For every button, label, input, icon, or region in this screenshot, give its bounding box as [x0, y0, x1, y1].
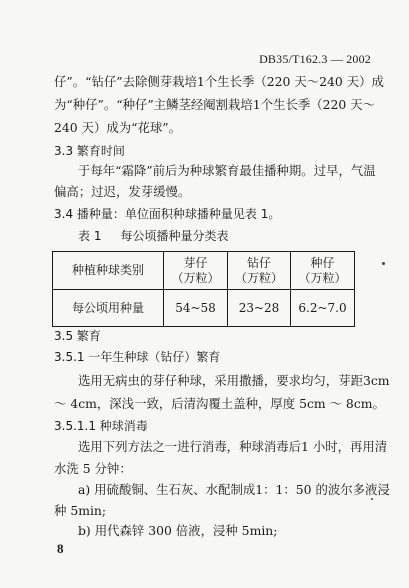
list-item-a-cont: 种 5min;: [54, 503, 107, 518]
paragraph-line-9: 水洗 5 分钟：: [54, 461, 132, 476]
paragraph-line-4: 于每年“霜降”前后为种球繁育最佳播种期。过早，气温: [78, 163, 376, 178]
table-header-cell: 种植种球类别: [53, 252, 164, 290]
table-cell: 6.2~7.0: [291, 290, 355, 327]
table-row: [53, 290, 355, 327]
table-cell: 54~58: [164, 290, 228, 327]
section-3-5-1-1-heading: 3.5.1.1 种球消毒: [54, 419, 148, 433]
scan-speck: [371, 498, 373, 500]
paragraph-line-3: 240 天）成为“花球”。: [54, 120, 181, 135]
paragraph-line-2: 为“种仔”。“种仔”主鳞茎经阉割栽培1个生长季（220 天～: [54, 97, 376, 112]
table-header-row: [53, 252, 355, 290]
paragraph-line-5: 偏高；过迟，发芽缓慢。: [54, 184, 191, 199]
scan-speck: [382, 262, 385, 265]
seeding-rate-table: [52, 251, 355, 327]
table-header-cell: 芽仔 （万粒）: [164, 252, 228, 290]
table-cell: 23~28: [228, 290, 291, 327]
section-3-3-heading: 3.3 繁育时间: [54, 144, 125, 158]
table-caption: 表 1 每公顷播种量分类表: [78, 229, 229, 243]
table-header-cell: 钻仔 （万粒）: [228, 252, 291, 290]
section-3-5-heading: 3.5 繁育: [54, 329, 101, 343]
list-item-a: a) 用硫酸铜、生石灰、水配制成1：1：50 的波尔多液浸: [78, 482, 390, 497]
paragraph-line-6: 选用无病虫的芽仔种球，采用撒播，要求均匀，芽距3cm: [78, 373, 390, 388]
paragraph-line-7: ～ 4cm，深浅一致，后清沟覆土盖种，厚度 5cm ～ 8cm。: [54, 396, 385, 411]
section-3-4-heading: 3.4 播种量：单位面积种球播种量见表 1。: [54, 207, 281, 221]
table-cell: 每公顷用种量: [53, 290, 164, 327]
table-header-cell: 种仔 （万粒）: [291, 252, 355, 290]
section-3-5-1-heading: 3.5.1 一年生种球（钻仔）繁育: [54, 350, 221, 364]
page-number: 8: [57, 541, 64, 556]
paragraph-line-8: 选用下列方法之一进行消毒，种球消毒后1 小时，再用清: [78, 439, 388, 454]
list-item-b: b) 用代森锌 300 倍液，浸种 5min;: [78, 523, 278, 538]
standard-code: DB35/T162.3 — 2002: [259, 52, 371, 66]
paragraph-line-1: 仔”。“钻仔”去除侧芽栽培1个生长季（220 天～240 天）成: [54, 74, 384, 89]
